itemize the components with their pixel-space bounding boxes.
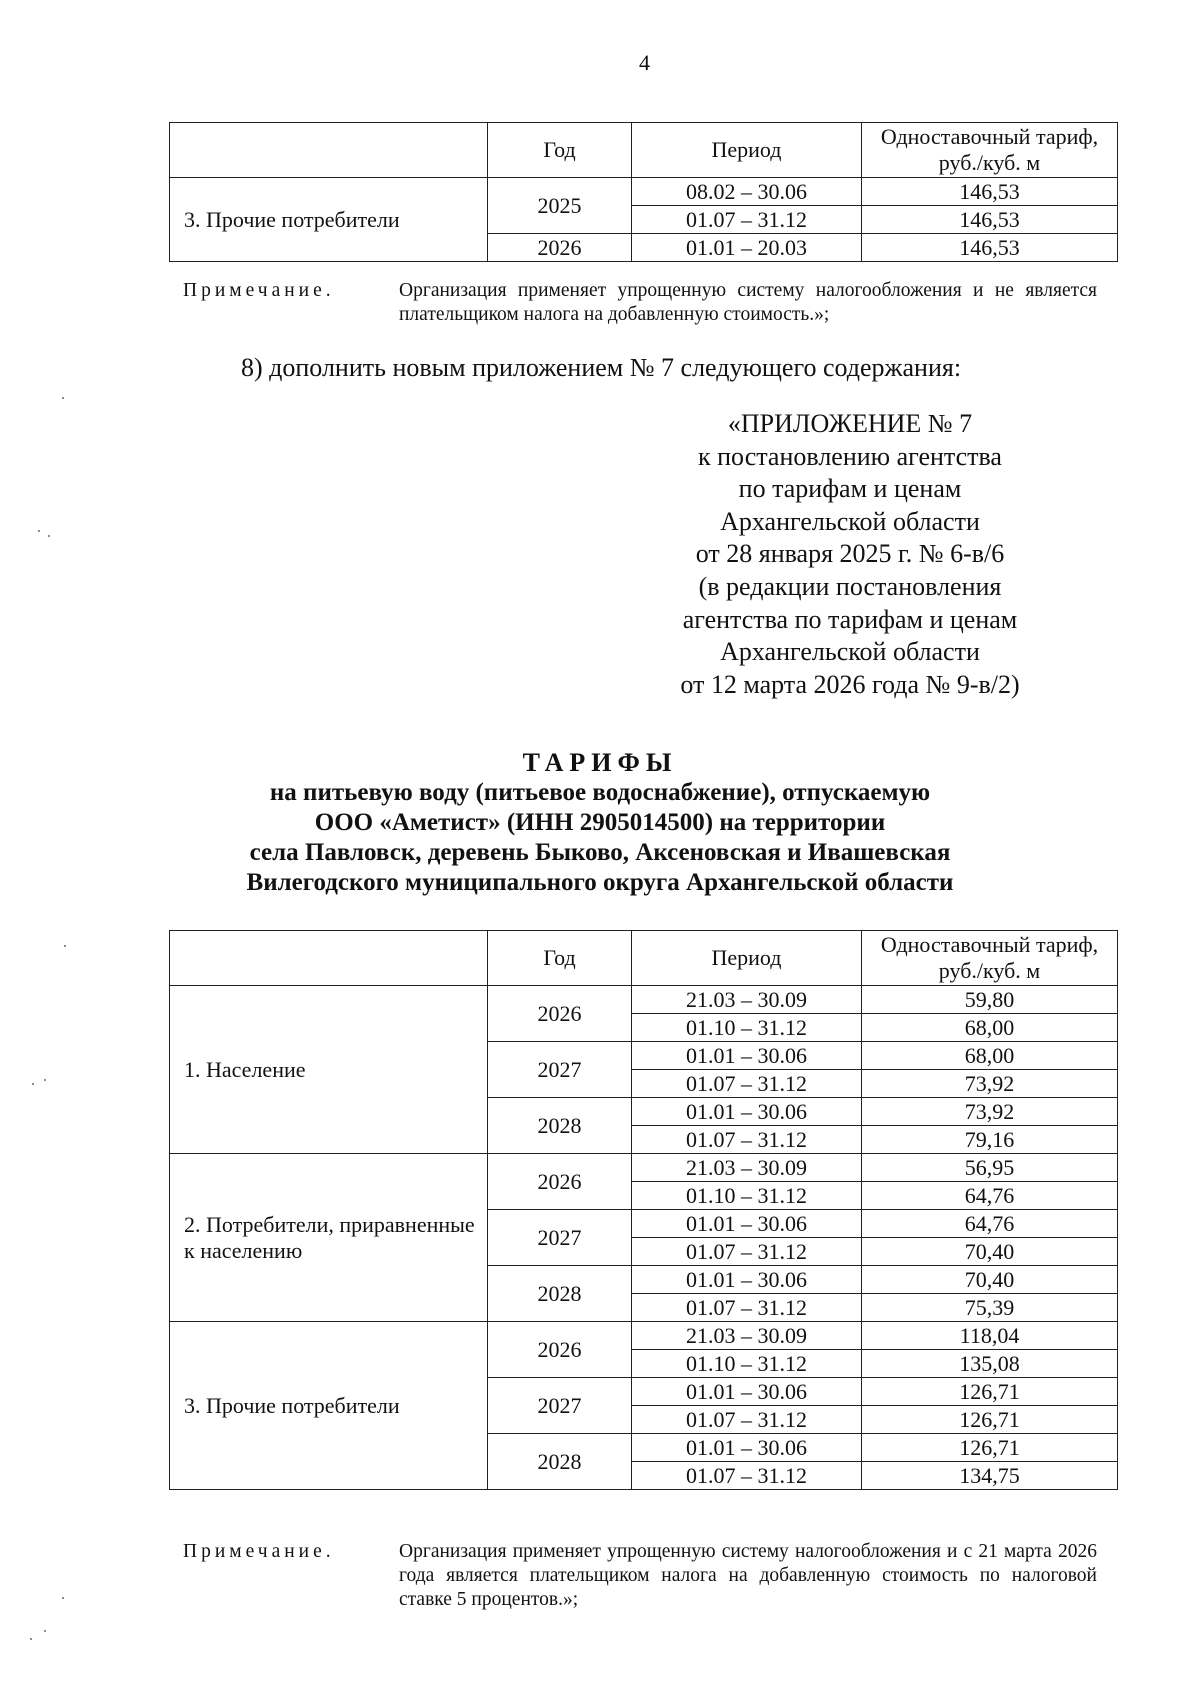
tariff-cell: 79,16 [862, 1126, 1118, 1154]
tariff-table [169, 930, 1118, 1490]
note-1 [183, 279, 1113, 329]
note-label: Примечание. [183, 280, 335, 301]
tariff-cell: 146,53 [862, 206, 1118, 234]
header-tariff: Одноставочный тариф, руб./куб. м [862, 931, 1118, 986]
appendix-header [600, 408, 1100, 701]
year-cell: 2027 [488, 1378, 632, 1434]
appendix-line: «ПРИЛОЖЕНИЕ № 7 [727, 409, 973, 438]
tariff-cell: 135,08 [862, 1350, 1118, 1378]
table-header-row [170, 123, 1118, 178]
period-cell: 01.07 – 31.12 [632, 206, 862, 234]
amendment-instruction: 8) дополнить новым приложением № 7 следующего содержания: [241, 353, 962, 382]
year-cell: 2026 [488, 986, 632, 1042]
period-cell: 01.07 – 31.12 [632, 1406, 862, 1434]
header-period: Период [632, 123, 862, 178]
appendix-line: агентства по тарифам и ценам [682, 604, 1018, 634]
page-number: 4 [639, 50, 650, 75]
appendix-line: Архангельской области [720, 637, 980, 667]
appendix-line: от 28 января 2025 г. № 6-в/6 [695, 539, 1005, 569]
period-cell: 01.07 – 31.12 [632, 1238, 862, 1266]
tariff-heading: ТАРИФЫ [522, 748, 678, 777]
note-text: Организация применяет упрощенную систему налогообложения и с 21 марта 2026 года является плательщиком налога на добавленную стоимость по налоговой ставке 5 процентов.»; [399, 1541, 1097, 1610]
year-cell: 2025 [488, 178, 632, 234]
appendix-line: (в редакции постановления [698, 571, 1002, 601]
table-header-row [170, 931, 1118, 986]
period-cell: 08.02 – 30.06 [632, 178, 862, 206]
note-2 [183, 1540, 1113, 1615]
tariff-cell: 70,40 [862, 1266, 1118, 1294]
period-cell: 01.07 – 31.12 [632, 1126, 862, 1154]
tariff-cell: 134,75 [862, 1462, 1118, 1490]
year-cell: 2026 [488, 1154, 632, 1210]
period-cell: 01.01 – 30.06 [632, 1266, 862, 1294]
period-cell: 01.01 – 30.06 [632, 1434, 862, 1462]
tariff-cell: 118,04 [862, 1322, 1118, 1350]
table-row [170, 1154, 1118, 1182]
period-cell: 01.07 – 31.12 [632, 1070, 862, 1098]
header-year: Год [488, 123, 632, 178]
category-cell: 2. Потребители, приравненные к населению [170, 1154, 488, 1322]
table-row [170, 178, 1118, 206]
tariff-cell: 68,00 [862, 1042, 1118, 1070]
appendix-line: от 12 марта 2026 года № 9-в/2) [680, 669, 1020, 699]
period-cell: 01.10 – 31.12 [632, 1182, 862, 1210]
period-cell: 01.10 – 31.12 [632, 1350, 862, 1378]
note-label: Примечание. [183, 1541, 335, 1562]
table-row [170, 986, 1118, 1014]
tariff-cell: 73,92 [862, 1098, 1118, 1126]
header-period: Период [632, 931, 862, 986]
year-cell: 2026 [488, 234, 632, 262]
category-cell: 1. Население [170, 986, 488, 1154]
table-row [170, 1322, 1118, 1350]
period-cell: 21.03 – 30.09 [632, 1322, 862, 1350]
period-cell: 01.07 – 31.12 [632, 1462, 862, 1490]
tariff-cell: 73,92 [862, 1070, 1118, 1098]
tariff-cell: 126,71 [862, 1434, 1118, 1462]
tariff-title-line-1: на питьевую воду (питьевое водоснабжение), отпускаемую [269, 779, 931, 806]
tariff-cell: 56,95 [862, 1154, 1118, 1182]
year-cell: 2026 [488, 1322, 632, 1378]
tariff-cell: 68,00 [862, 1014, 1118, 1042]
tariff-cell: 64,76 [862, 1210, 1118, 1238]
year-cell: 2027 [488, 1042, 632, 1098]
period-cell: 01.01 – 30.06 [632, 1098, 862, 1126]
header-empty [170, 123, 488, 178]
year-cell: 2028 [488, 1098, 632, 1154]
period-cell: 01.01 – 30.06 [632, 1378, 862, 1406]
appendix-line: Архангельской области [720, 506, 980, 536]
category-cell: 3. Прочие потребители [170, 1322, 488, 1490]
period-cell: 01.01 – 30.06 [632, 1210, 862, 1238]
year-cell: 2028 [488, 1266, 632, 1322]
tariff-cell: 59,80 [862, 986, 1118, 1014]
period-cell: 21.03 – 30.09 [632, 1154, 862, 1182]
tariff-cell: 70,40 [862, 1238, 1118, 1266]
appendix-line: по тарифам и ценам [738, 474, 962, 504]
period-cell: 01.01 – 30.06 [632, 1042, 862, 1070]
header-tariff: Одноставочный тариф, руб./куб. м [862, 123, 1118, 178]
tariff-title-line-2: ООО «Аметист» (ИНН 2905014500) на территории [314, 809, 886, 836]
year-cell: 2028 [488, 1434, 632, 1490]
year-cell: 2027 [488, 1210, 632, 1266]
period-cell: 01.07 – 31.12 [632, 1294, 862, 1322]
header-empty [170, 931, 488, 986]
category-cell: 3. Прочие потребители [170, 178, 488, 262]
tariff-cell: 126,71 [862, 1378, 1118, 1406]
header-year: Год [488, 931, 632, 986]
tariff-title-block [150, 748, 1050, 898]
tariff-title-line-4: Вилегодского муниципального округа Архангельской области [246, 869, 954, 896]
period-cell: 21.03 – 30.09 [632, 986, 862, 1014]
appendix-line: к постановлению агентства [698, 441, 1002, 471]
period-cell: 01.01 – 20.03 [632, 234, 862, 262]
tariff-cell: 64,76 [862, 1182, 1118, 1210]
tariff-cell: 126,71 [862, 1406, 1118, 1434]
note-text: Организация применяет упрощенную систему налогообложения и не является плательщиком налога на добавленную стоимость.»; [399, 280, 1097, 325]
period-cell: 01.10 – 31.12 [632, 1014, 862, 1042]
tariff-cell: 146,53 [862, 234, 1118, 262]
tariff-cell: 75,39 [862, 1294, 1118, 1322]
tariff-table-continuation [169, 122, 1118, 262]
tariff-cell: 146,53 [862, 178, 1118, 206]
tariff-title-line-3: села Павловск, деревень Быково, Аксеновская и Ивашевская [249, 839, 951, 866]
